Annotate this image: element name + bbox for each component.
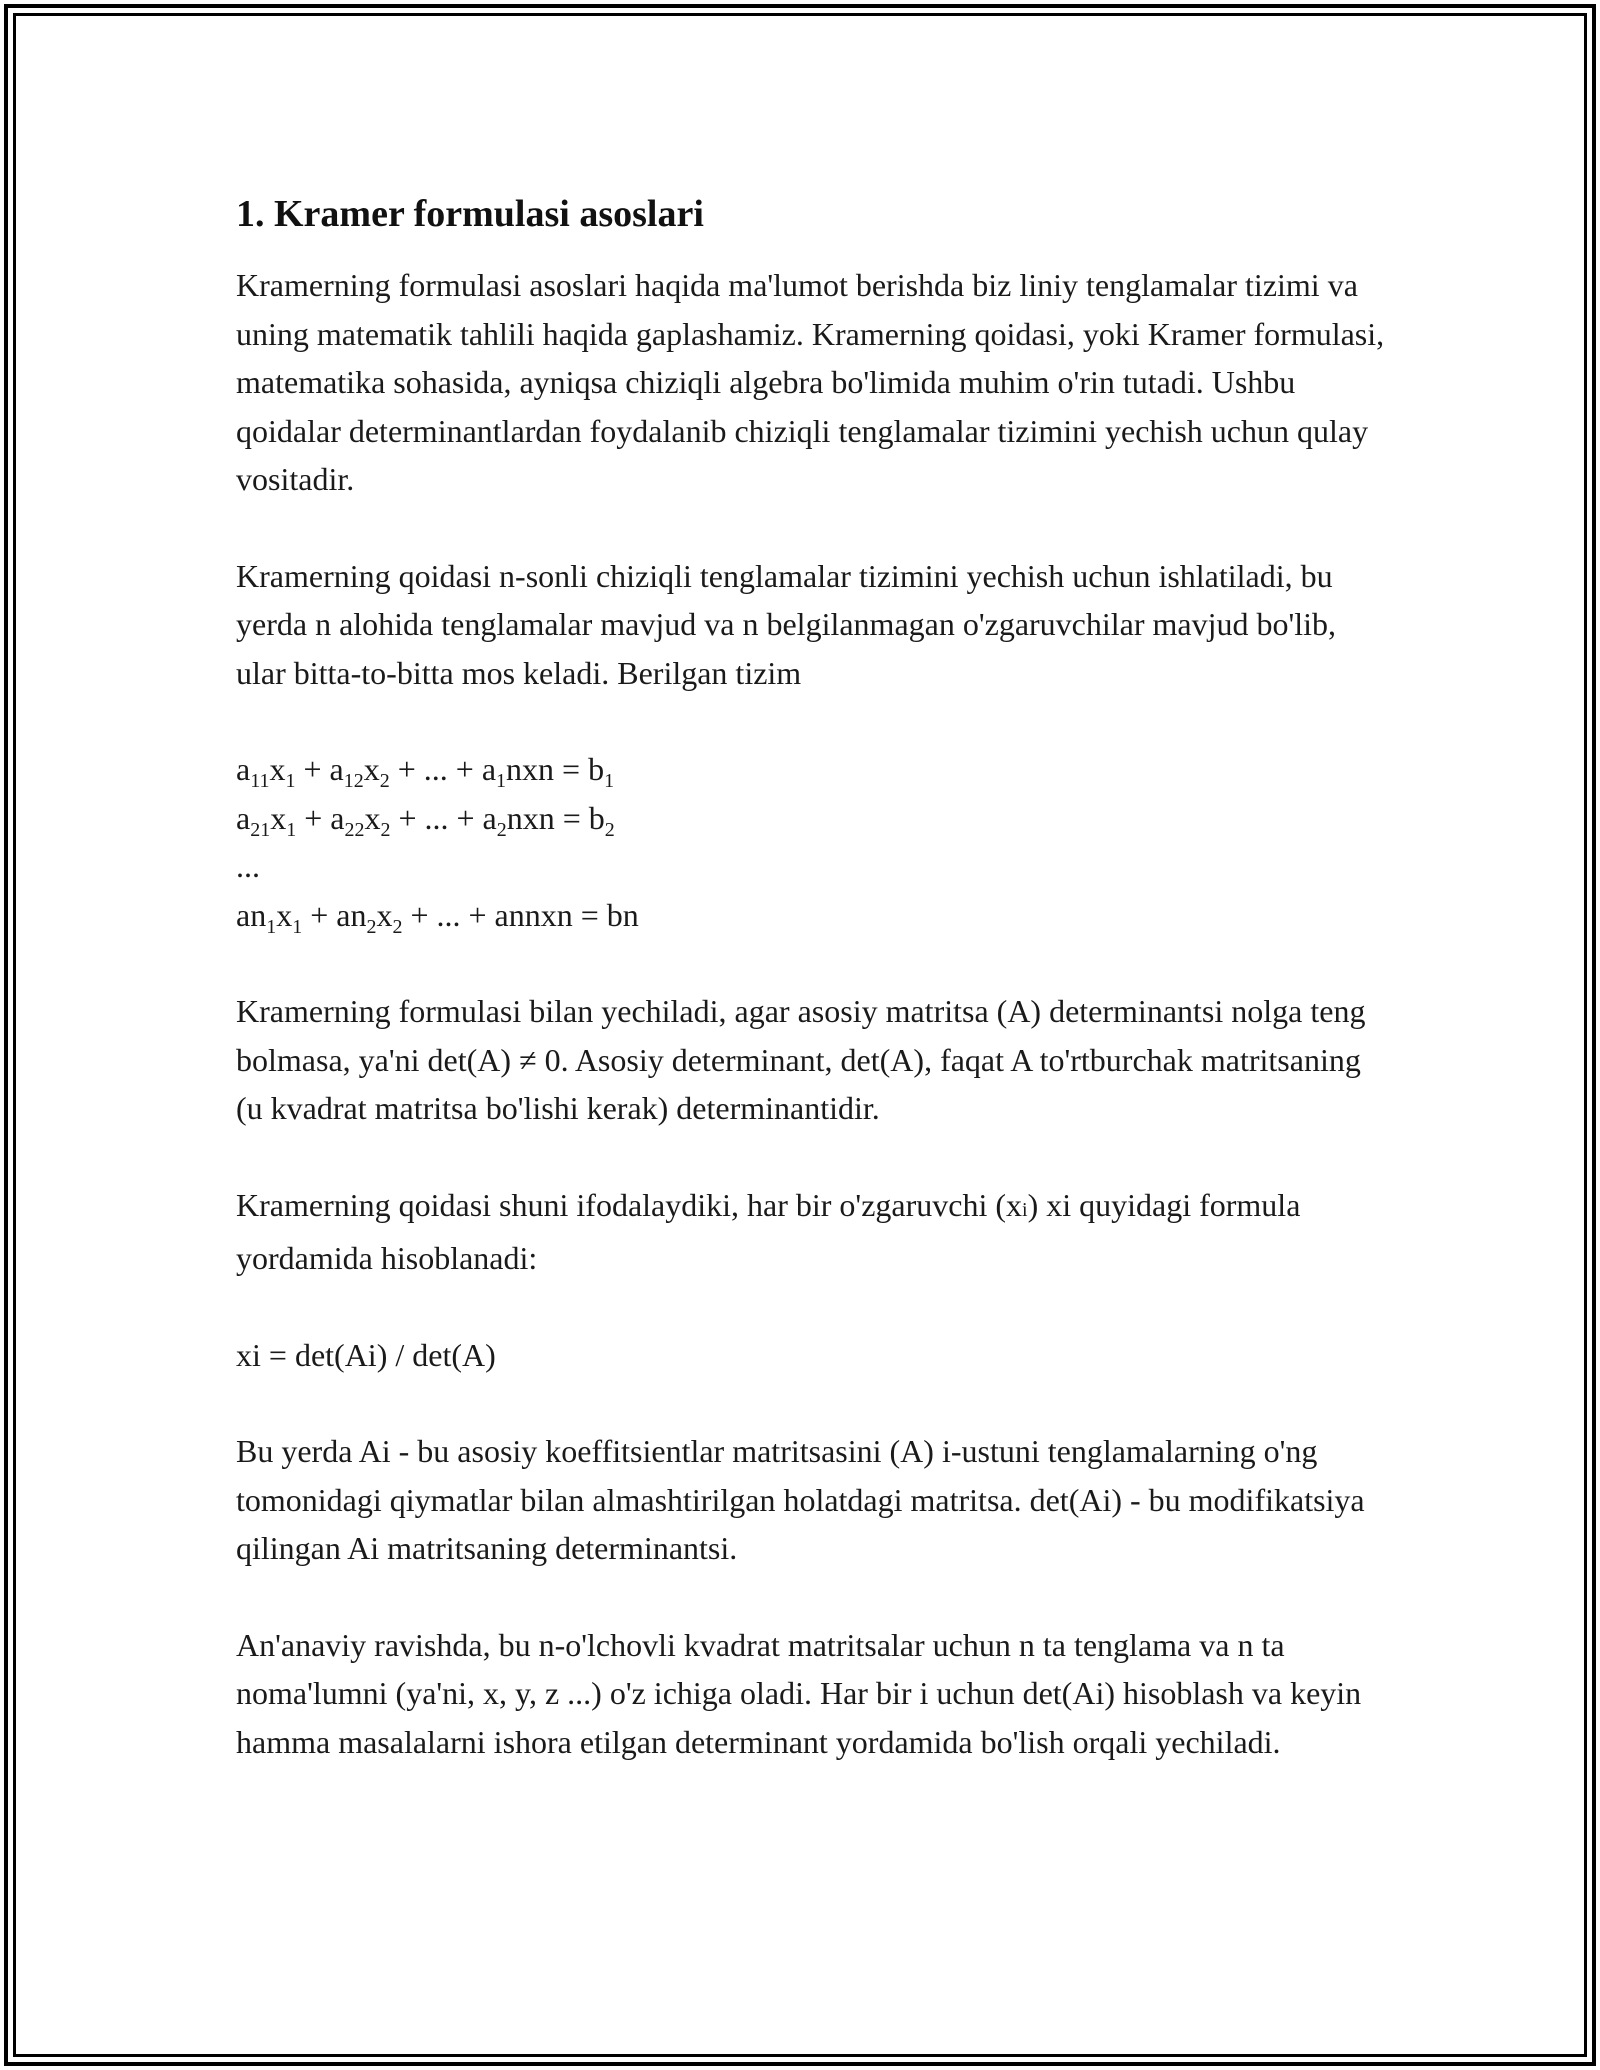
paragraph-intro: Kramerning formulasi asoslari haqida ma'lumot berishda biz liniy tenglamalar tizimi va uning matematik tahlili haqida gaplashamiz. Kramerning qoidasi, yoki Kramer formulasi, matematika sohasida, ayniqsa chiziqli algebra bo'limida muhim o'rin tutadi. Ushbu qoidalar determinantlardan foydalanib chiziqli tenglamalar tizimini yechish uchun qulay vositadir. [236, 267, 1385, 497]
paragraph-determinant-condition: Kramerning formulasi bilan yechiladi, agar asosiy matritsa (A) determinantsi nolga teng bolmasa, ya'ni det(A) ≠ 0. Asosiy determinant, det(A), faqat A to'rtburchak matritsaning (u kvadrat matritsa bo'lishi kerak) determinantidir. [236, 993, 1366, 1126]
paragraph-conclusion: An'anaviy ravishda, bu n-o'lchovli kvadrat matritsalar uchun n ta tenglama va n ta noma'lumni (ya'ni, x, y, z ...) o'z ichiga oladi. Har bir i uchun det(Ai) hisoblash va keyin hamma masalalarni ishora etilgan determinant yordamida bo'lish orqali yechiladi. [236, 1626, 1362, 1760]
cramer-formula: xi = det(Ai) / det(A) [236, 1336, 496, 1373]
paragraph-rule-statement: Kramerning qoidasi shuni ifodalaydiki, har bir o'zgaruvchi (xi) xi quyidagi formula yordamida hisoblanadi: [236, 1186, 1301, 1276]
equation-line-n: $an_1x_1 + an_2x_2$ + ... + annxn = bn [236, 896, 639, 938]
document-body [236, 188, 1386, 1766]
subscript-i: i [1022, 1198, 1028, 1221]
equation-line-1: $a_{11}x_1 + a_{12}x_2$ + ... + $a_1nxn = b_1$ [236, 751, 615, 792]
paragraph-rule-description: Kramerning qoidasi n-sonli chiziqli tenglamalar tizimini yechish uchun ishlatiladi, bu yerda n alohida tenglamalar mavjud va n belgilanmagan o'zgaruvchilar mavjud bo'lib, ular bitta-to-bitta mos keladi. Berilgan tizim [236, 557, 1337, 691]
equation-ellipsis: ... [236, 848, 260, 884]
section-heading: 1. Kramer formulasi asoslari [236, 193, 704, 235]
paragraph-ai-definition: Bu yerda Ai - bu asosiy koeffitsientlar matritsasini (A) i-ustuni tenglamalarning o'ng tomonidagi qiymatlar bilan almashtirilgan holatdagi matritsa. det(Ai) - bu modifikatsiya qilingan Ai matritsaning determinantsi. [236, 1433, 1365, 1566]
equation-line-2: $a_{21}x_1 + a_{22}x_2$ + ... + $a_2nxn = b_2$ [236, 799, 615, 841]
